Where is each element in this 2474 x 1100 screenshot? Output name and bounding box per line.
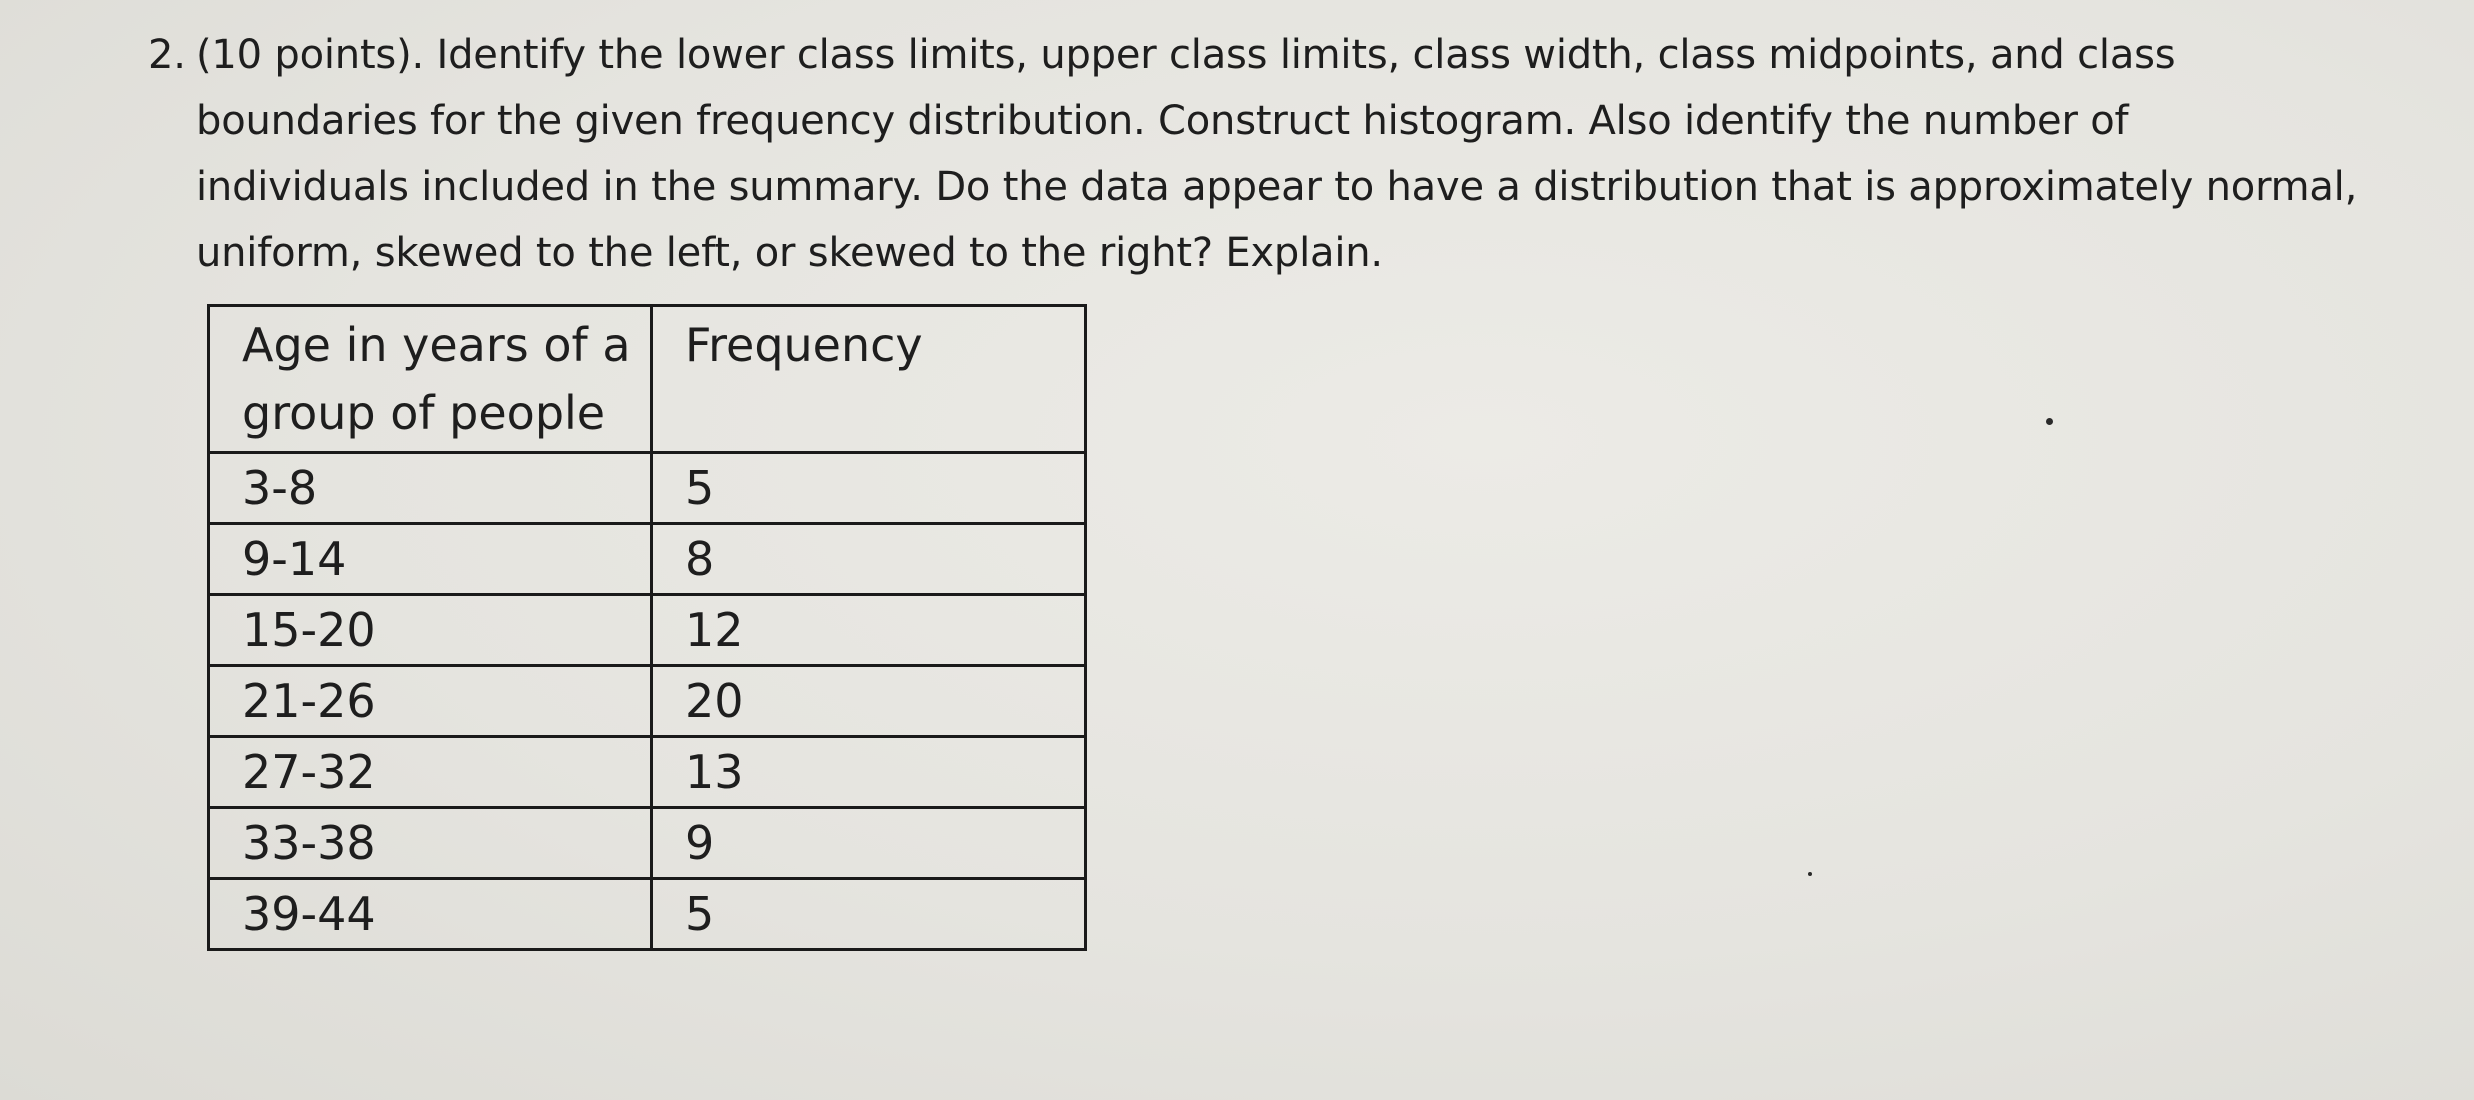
question-line-3: individuals included in the summary. Do the data appear to have a distribution that is approximately normal, — [196, 164, 2358, 210]
paper-speck — [1808, 872, 1812, 876]
question-line-1-text: (10 points). Identify the lower class limits, upper class limits, class width, class midpoints, and class — [196, 32, 2176, 78]
question-line-2: boundaries for the given frequency distribution. Construct histogram. Also identify the number of — [196, 98, 2129, 144]
age-class-cell: 27-32 — [209, 737, 652, 808]
table-row — [209, 595, 1086, 666]
frequency-cell: 12 — [652, 595, 1086, 666]
age-class-cell: 33-38 — [209, 808, 652, 879]
frequency-cell: 20 — [652, 666, 1086, 737]
age-class-cell: 21-26 — [209, 666, 652, 737]
frequency-cell: 5 — [652, 453, 1086, 524]
header-frequency: Frequency — [652, 306, 1086, 453]
table-header-row — [209, 306, 1086, 453]
table-row — [209, 808, 1086, 879]
frequency-cell: 13 — [652, 737, 1086, 808]
table-row — [209, 879, 1086, 950]
header-age: Age in years of a group of people — [209, 306, 652, 453]
table-row — [209, 453, 1086, 524]
frequency-distribution-table — [207, 304, 1087, 951]
question-text — [148, 22, 2368, 286]
age-class-cell: 15-20 — [209, 595, 652, 666]
question-line-4: uniform, skewed to the left, or skewed to the right? Explain. — [196, 230, 1383, 276]
age-class-cell: 9-14 — [209, 524, 652, 595]
table-row — [209, 666, 1086, 737]
paper-speck — [2046, 418, 2053, 425]
table-row — [209, 737, 1086, 808]
frequency-cell: 9 — [652, 808, 1086, 879]
frequency-cell: 5 — [652, 879, 1086, 950]
age-class-cell: 3-8 — [209, 453, 652, 524]
question-number: 2. — [148, 32, 186, 78]
frequency-cell: 8 — [652, 524, 1086, 595]
age-class-cell: 39-44 — [209, 879, 652, 950]
question-line-1 — [148, 22, 2368, 88]
table-row — [209, 524, 1086, 595]
